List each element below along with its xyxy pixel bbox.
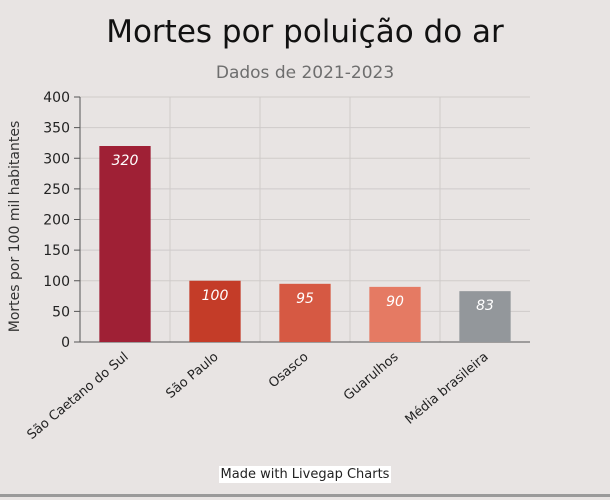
- y-tick-label: 350: [43, 120, 70, 137]
- credit-footer[interactable]: [0, 463, 610, 482]
- y-tick-label: 250: [43, 181, 70, 198]
- category-label: Osasco: [266, 349, 312, 392]
- bar-value-label: 320: [111, 153, 139, 169]
- y-tick-label: 200: [43, 212, 70, 229]
- chart-subtitle: Dados de 2021-2023: [215, 63, 395, 83]
- chart-title: Mortes por poluição do ar: [106, 14, 504, 50]
- category-label: Média brasileira: [402, 349, 492, 428]
- category-label: Guarulhos: [341, 349, 402, 404]
- bar-value-label: 95: [296, 290, 314, 307]
- credit-text[interactable]: Made with Livegap Charts: [220, 467, 390, 482]
- y-tick-label: 100: [43, 273, 70, 290]
- y-tick-label: 50: [52, 304, 70, 321]
- bar-value-label: 100: [201, 287, 229, 304]
- y-tick-label: 300: [43, 151, 70, 168]
- category-label: São Caetano do Sul: [24, 349, 132, 443]
- bottom-divider: [0, 494, 610, 497]
- category-label: São Paulo: [163, 349, 222, 402]
- bar: [99, 146, 150, 342]
- y-tick-label: 150: [43, 243, 70, 260]
- bar-value-label: 90: [386, 293, 404, 310]
- y-tick-label: 0: [61, 335, 70, 351]
- y-axis-title: Mortes por 100 mil habitantes: [7, 120, 23, 333]
- y-tick-label: 400: [43, 90, 70, 106]
- bar-value-label: 83: [476, 298, 494, 315]
